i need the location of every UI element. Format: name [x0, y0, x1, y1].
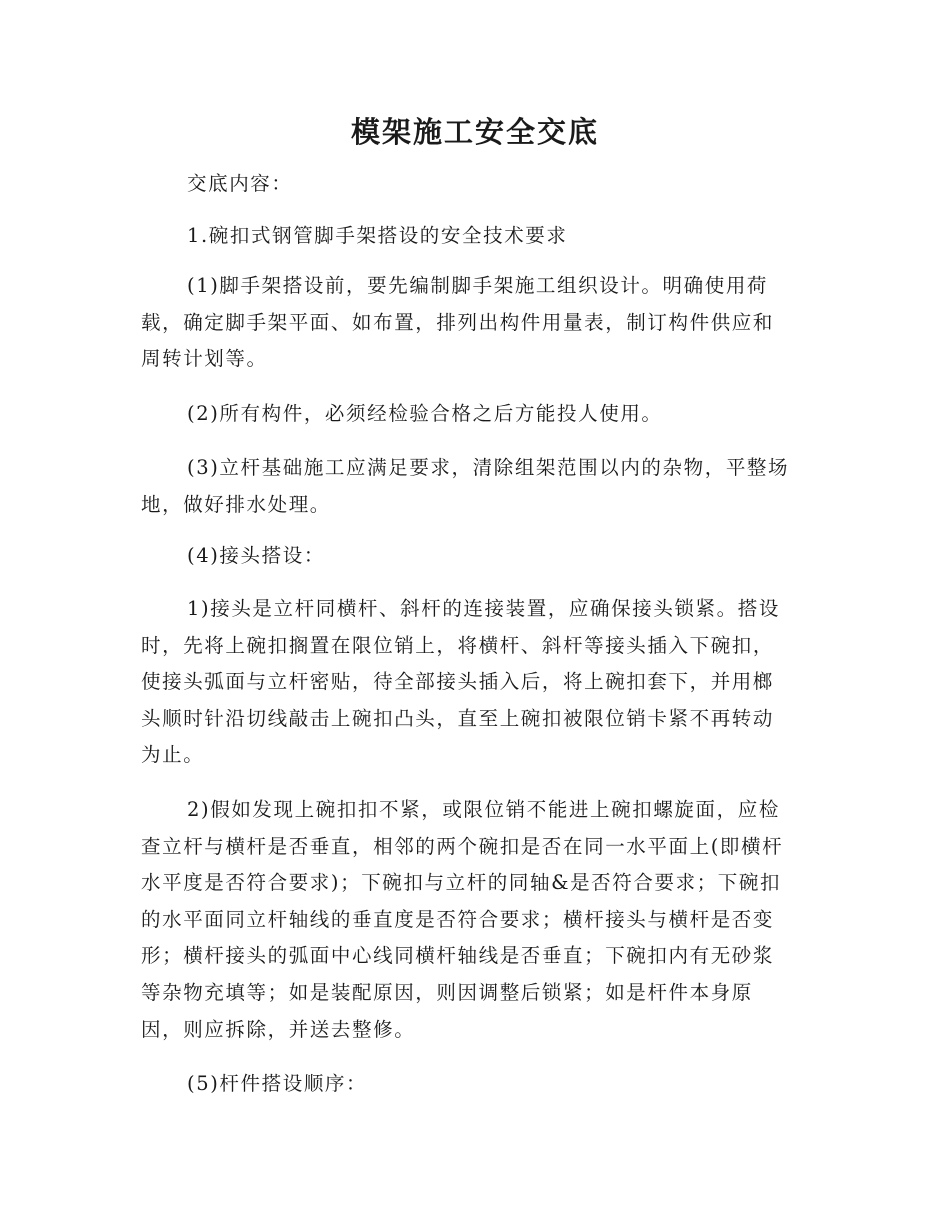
paragraph-item-4: [141, 538, 807, 575]
paragraph-item-5: [141, 1066, 807, 1103]
paragraph-line: 使接头弧面与立杆密贴，待全部接头插入后，将上碗扣套下，并用榔: [141, 670, 775, 694]
paragraph-line: (1)脚手架搭设前，要先编制脚手架施工组织设计。明确使用荷: [187, 274, 769, 297]
document-title: 模架施工安全交底: [350, 115, 599, 149]
paragraph-subitem-2: [141, 792, 807, 1048]
paragraph-line: 1.碗扣式钢管脚手架搭设的安全技术要求: [187, 224, 568, 247]
paragraph-line: 等杂物充填等；如是装配原因，则因调整后锁紧；如是杆件本身原: [141, 980, 753, 1004]
paragraph-item-2: [141, 396, 807, 433]
paragraph-line: 1)接头是立杆同横杆、斜杆的连接装置，应确保接头锁紧。搭设: [187, 597, 780, 620]
paragraph-line: (2)所有构件，必须经检验合格之后方能投人使用。: [187, 402, 663, 425]
paragraph-line: 头顺时针沿切线敲击上碗扣凸头，直至上碗扣被限位销卡紧不再转动: [141, 706, 775, 730]
paragraph-line: 水平度是否符合要求)；下碗扣与立杆的同轴&是否符合要求；下碗扣: [141, 871, 782, 895]
paragraph-line: (5)杆件搭设顺序：: [187, 1072, 368, 1095]
paragraph-intro: [141, 166, 807, 203]
paragraph-item-1: [141, 268, 807, 378]
paragraph-line: 周转计划等。: [141, 347, 268, 371]
paragraph-line: 的水平面同立杆轴线的垂直度是否符合要求；横杆接头与横杆是否变: [141, 907, 775, 931]
paragraph-line: 因，则应拆除，并送去整修。: [141, 1017, 416, 1041]
paragraph-line: 形；横杆接头的弧面中心线同横杆轴线是否垂直；下碗扣内有无砂浆: [141, 944, 775, 968]
paragraph-line: 查立杆与横杆是否垂直，相邻的两个碗扣是否在同一水平面上(即横杆: [141, 834, 784, 858]
paragraph-line: (3)立杆基础施工应满足要求，清除组架范围以内的杂物，平整场: [187, 456, 790, 479]
paragraph-section-1-heading: [141, 218, 807, 255]
paragraph-item-3: [141, 450, 807, 523]
paragraph-line: (4)接头搭设：: [187, 544, 325, 567]
paragraph-line: 时，先将上碗扣搁置在限位销上，将横杆、斜杆等接头插入下碗扣，: [141, 633, 775, 657]
paragraph-subitem-1: [141, 591, 807, 774]
paragraph-line: 2)假如发现上碗扣扣不紧，或限位销不能进上碗扣螺旋面，应检: [187, 798, 780, 821]
paragraph-line: 载，确定脚手架平面、如布置，排列出构件用量表，制订构件供应和: [141, 310, 775, 334]
paragraph-line: 地，做好排水处理。: [141, 492, 331, 516]
paragraph-line: 交底内容：: [187, 172, 293, 195]
paragraph-line: 为止。: [141, 743, 205, 767]
